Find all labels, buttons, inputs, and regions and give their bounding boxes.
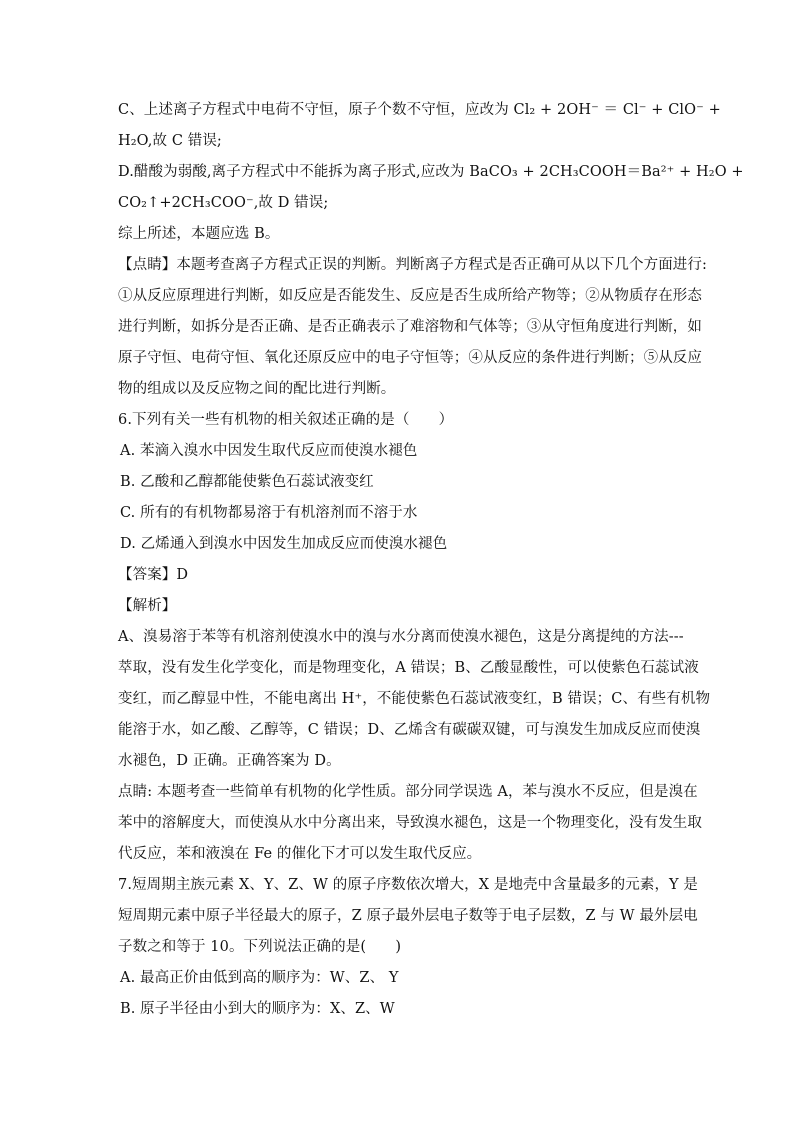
text-line: 点睛: 本题考查一些简单有机物的化学性质。部分同学误选 A，苯与溴水不反应，但是溴在 (118, 784, 698, 800)
text-line: 进行判断，如拆分是否正确、是否正确表示了难溶物和气体等；③从守恒角度进行判断，如 (118, 319, 702, 335)
question-6-option-d: D. 乙烯通入到溴水中因发生加成反应而使溴水褪色 (120, 536, 448, 552)
question-7-stem: 子数之和等于 10。下列说法正确的是( ) (118, 939, 402, 955)
question-6-option-c: C. 所有的有机物都易溶于有机溶剂而不溶于水 (120, 505, 418, 521)
question-6-stem: 6.下列有关一些有机物的相关叙述正确的是（ ） (118, 412, 454, 428)
text-line: 原子守恒、电荷守恒、氧化还原反应中的电子守恒等；④从反应的条件进行判断；⑤从反应 (118, 350, 702, 366)
text-line: 代反应，苯和液溴在 Fe 的催化下才可以发生取代反应。 (118, 846, 482, 862)
text-line: C、上述离子方程式中电荷不守恒，原子个数不守恒，应改为 Cl₂ + 2OH⁻ ＝ Cl⁻ + ClO⁻ + (118, 102, 721, 118)
tip-heading-line: 【点睛】本题考查离子方程式正误的判断。判断离子方程式是否正确可从以下几个方面进行: (118, 257, 707, 273)
document-page (118, 95, 744, 1025)
text-line: ①从反应原理进行判断，如反应是否能发生、反应是否生成所给产物等；②从物质存在形态 (118, 288, 702, 304)
question-6-option-a: A. 苯滴入溴水中因发生取代反应而使溴水褪色 (120, 443, 418, 459)
text-line: CO₂↑+2CH₃COO⁻,故 D 错误; (118, 195, 329, 211)
analysis-label: 【解析】 (118, 598, 177, 614)
text-line: 变红，而乙醇显中性，不能电离出 H⁺，不能使紫色石蕊试液变红，B 错误；C、有些有机物 (118, 691, 711, 707)
question-7-option-a: A. 最高正价由低到高的顺序为：W、Z、 Y (120, 970, 399, 986)
text-line: 物的组成以及反应物之间的配比进行判断。 (118, 381, 396, 397)
text-line: H₂O,故 C 错误; (118, 133, 222, 149)
text-line: 综上所述，本题应选 B。 (118, 226, 280, 242)
question-7-stem: 7.短周期主族元素 X、Y、Z、W 的原子序数依次增大，X 是地壳中含量最多的元素，Y 是 (118, 877, 699, 893)
question-6-option-b: B. 乙酸和乙醇都能使紫色石蕊试液变红 (120, 474, 374, 490)
text-line: 萃取，没有发生化学变化，而是物理变化，A 错误；B、乙酸显酸性，可以使紫色石蕊试液 (118, 660, 699, 676)
text-line: D.醋酸为弱酸,离子方程式中不能拆为离子形式,应改为 BaCO₃ + 2CH₃COOH＝Ba²⁺ + H₂O + (118, 164, 744, 180)
text-line: 苯中的溶解度大，而使溴从水中分离出来，导致溴水褪色，这是一个物理变化，没有发生取 (118, 815, 702, 831)
text-line: 水褪色，D 正确。正确答案为 D。 (118, 753, 341, 769)
text-line: A、溴易溶于苯等有机溶剂使溴水中的溴与水分离而使溴水褪色，这是分离提纯的方法--- (118, 629, 684, 645)
answer-label: 【答案】D (118, 567, 189, 583)
question-7-option-b: B. 原子半径由小到大的顺序为：X、Z、W (120, 1001, 395, 1017)
text-line: 能溶于水，如乙酸、乙醇等，C 错误；D、乙烯含有碳碳双键，可与溴发生加成反应而使溴 (118, 722, 701, 738)
question-7-stem: 短周期元素中原子半径最大的原子，Z 原子最外层电子数等于电子层数，Z 与 W 最外层电 (118, 908, 698, 924)
